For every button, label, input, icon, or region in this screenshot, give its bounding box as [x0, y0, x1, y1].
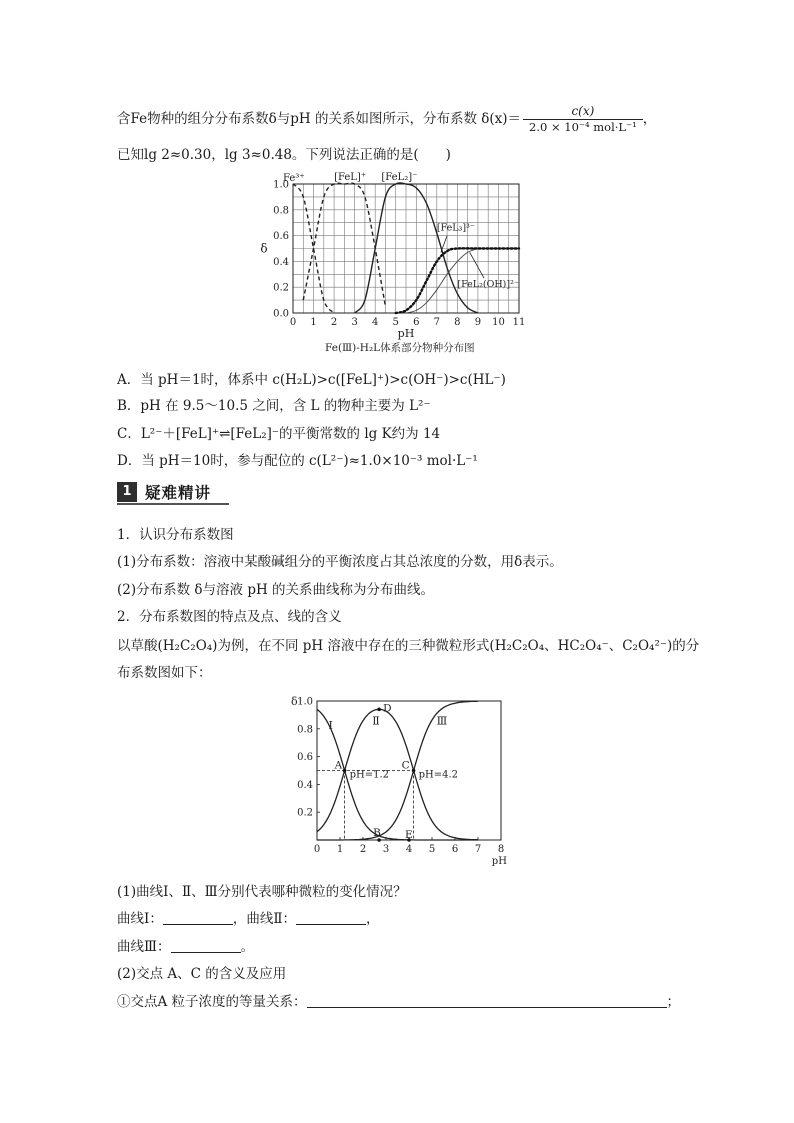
ox-y-tick-label: 0.2	[297, 807, 313, 819]
curve-2-blank[interactable]	[296, 910, 366, 925]
fe-y-tick-label: 0.2	[273, 282, 289, 294]
fe-label-fel2oh: [FeL₂(OH)]²⁻	[457, 279, 519, 291]
ox-y-tick-label: 0.6	[297, 752, 313, 764]
fe-label-fe3: Fe³⁺	[283, 173, 305, 184]
oxalic-chart-axes	[291, 695, 507, 867]
ox-y-tick-label: 0.8	[297, 724, 313, 736]
curve-3-blank[interactable]	[171, 938, 241, 953]
body-paragraph-3: 以草酸(H₂C₂O₄)为例，在不同 pH 溶液中存在的三种微粒形式(H₂C₂O₄、HC₂O₄⁻、C₂O₄²⁻)的分	[117, 638, 700, 654]
fe-y-tick-label: 0.6	[273, 231, 289, 243]
option-c: C．L²⁻＋[FeL]⁺⇌[FeL₂]⁻的平衡常数的 lg K约为 14	[117, 426, 441, 442]
ox-x-tick-label: 0	[313, 844, 321, 855]
fe-x-tick-label: 6	[413, 317, 420, 328]
section-underline	[117, 503, 229, 505]
fe-y-tick-label: 1.0	[273, 179, 289, 191]
fe-x-axis-label: pH	[397, 327, 415, 340]
ox-x-tick-label: 6	[451, 844, 459, 855]
body-heading-1: 1．认识分布系数图	[117, 527, 234, 543]
fe-label-fel2: [FeL₂]⁻	[381, 172, 418, 183]
ox-point-a	[343, 769, 347, 773]
fe-x-tick-label: 2	[330, 317, 338, 328]
fe-y-tick-label: 0.0	[273, 308, 289, 320]
oxalic-chart-labels	[329, 702, 459, 841]
curve-3-label: 曲线Ⅲ：	[117, 939, 171, 955]
point-a-relation-label: ①交点A 粒子浓度的等量关系：	[117, 994, 307, 1010]
ox-point-label-b: B	[373, 827, 381, 839]
fe-x-tick-label: 4	[371, 317, 379, 328]
body-heading-2: 2．分布系数图的特点及点、线的含义	[117, 609, 342, 625]
stem-punctuation: ，	[642, 111, 657, 127]
option-b: B．pH 在 9.5～10.5 之间，含 L 的物种主要为 L²⁻	[117, 398, 431, 414]
ox-point-label-e: E	[405, 829, 413, 841]
fe-x-tick-label: 0	[289, 317, 297, 328]
ox-x-tick-label: 7	[474, 844, 482, 855]
fe-label-fel3: [FeL₃]³⁻	[436, 222, 475, 234]
formula-denominator: 2.0 × 10⁻⁴ mol·L⁻¹	[529, 120, 637, 134]
question-stem-line-1	[117, 104, 656, 135]
fe-x-tick-label: 5	[392, 317, 399, 328]
option-a: A．当 pH＝1时，体系中 c(H₂L)>c([FeL]⁺)>c(OH⁻)>c(HL⁻)	[117, 372, 506, 388]
question-1-answers	[117, 907, 380, 927]
ox-annotation-a: pH=1.2	[349, 769, 390, 781]
curve-3-punct: 。	[240, 939, 255, 955]
ox-x-tick-label: 2	[359, 844, 367, 855]
ox-point-label-a: A	[334, 759, 343, 772]
distribution-formula	[523, 104, 643, 135]
ox-curve-label-3: Ⅲ	[436, 714, 448, 728]
ox-x-tick-label: 1	[336, 844, 344, 855]
body-paragraph-2: (2)分布系数 δ与溶液 pH 的关系曲线称为分布曲线。	[117, 582, 435, 598]
question-1-answer-3	[117, 935, 254, 955]
section-badge: 1	[117, 482, 137, 502]
ox-x-tick-label: 5	[428, 844, 436, 855]
question-stem-line-2: 已知lg 2≈0.30，lg 3≈0.48。下列说法正确的是( )	[117, 147, 451, 163]
fe-label-fel3-pointer	[441, 236, 447, 253]
ox-y-tick-label: 0.4	[297, 779, 313, 791]
ox-y-tick-label: 1.0	[297, 696, 313, 708]
body-paragraph-1: (1)分布系数：溶液中某酸碱组分的平衡浓度占其总浓度的分数，用δ表示。	[117, 554, 563, 570]
formula-numerator: c(x)	[523, 104, 643, 120]
ox-x-axis-label: pH	[491, 856, 507, 867]
point-a-relation-blank[interactable]	[307, 993, 667, 1008]
ox-curve-label-1: Ⅰ	[328, 718, 333, 732]
fe-x-tick-label: 7	[433, 317, 441, 328]
fe-y-tick-label: 0.4	[273, 256, 289, 268]
fe-chart-axes	[260, 180, 525, 355]
fe-x-tick-label: 1	[310, 317, 317, 328]
ox-y-axis-label: δ	[291, 695, 298, 708]
ox-x-tick-label: 3	[382, 844, 390, 855]
ox-curve-label-2: Ⅱ	[372, 714, 380, 728]
ox-point-d	[377, 708, 381, 712]
fe-x-tick-label: 8	[454, 317, 461, 328]
fe-y-tick-label: 0.8	[273, 205, 289, 217]
fe-x-tick-label: 11	[512, 317, 526, 328]
option-d: D．当 pH＝10时，参与配位的 c(L²⁻)≈1.0×10⁻³ mol·L⁻¹	[117, 453, 478, 469]
fe-label-fel: [FeL]⁺	[334, 172, 367, 183]
fe-chart-title: Fe(Ⅲ)-H₂L体系部分物种分布图	[325, 342, 475, 354]
curve-2-punct: ，	[366, 911, 380, 927]
ox-point-c	[412, 769, 416, 773]
ox-point-label-c: C	[401, 759, 410, 772]
ox-point-label-d: D	[383, 702, 392, 715]
point-a-punct: ；	[666, 994, 681, 1010]
oxalic-acid-distribution-chart	[280, 688, 520, 868]
fe-y-axis-label: δ	[260, 241, 268, 256]
body-paragraph-4: 布系数图如下：	[117, 665, 212, 681]
question-3	[117, 990, 680, 1010]
curve-1-label: 曲线Ⅰ：	[117, 911, 163, 927]
fe-species-distribution-chart	[250, 168, 550, 358]
question-1: (1)曲线Ⅰ、Ⅱ、Ⅲ分别代表哪种微粒的变化情况？	[117, 884, 407, 900]
ox-annotation-c: pH=4.2	[418, 769, 459, 781]
ox-x-tick-label: 4	[405, 844, 413, 855]
section-title: 疑难精讲	[145, 484, 212, 502]
section-header	[117, 481, 229, 503]
fe-x-tick-label: 10	[492, 317, 505, 328]
fe-x-tick-label: 3	[351, 317, 358, 328]
curve-2-label: ，曲线Ⅱ：	[232, 911, 297, 927]
ox-x-tick-label: 8	[497, 844, 505, 855]
question-stem-text: 含Fe物种的组分分布系数δ与pH 的关系如图所示，分布系数 δ(x)＝	[117, 111, 522, 127]
curve-1-blank[interactable]	[163, 910, 233, 925]
question-2: (2)交点 A、C 的含义及应用	[117, 966, 287, 982]
fe-x-tick-label: 9	[474, 317, 482, 328]
